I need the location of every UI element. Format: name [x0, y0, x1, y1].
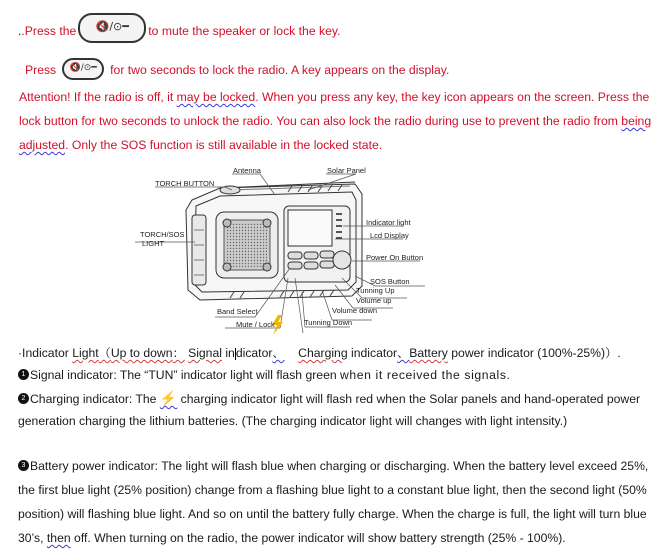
instruction-line-1 [18, 17, 340, 47]
mute-lock-button-icon: 🔇/⊙━ [62, 58, 104, 80]
label-lcd-display: Lcd Display [370, 231, 409, 240]
line2-prefix: Press [25, 63, 57, 78]
heading-text: dicator [235, 346, 273, 360]
battery-text: position) will flashing blue light. And so on until the battery fully charge. When the charge is full, the light will turn blue [18, 507, 647, 521]
line1-dot-prefix: . [18, 24, 22, 39]
number-2-icon: 2 [18, 393, 29, 404]
battery-indicator-line-1 [18, 458, 648, 474]
label-tunning-down: Tunning Down [304, 318, 353, 327]
label-solar-panel: Solar Panel [327, 166, 366, 175]
heading-text: indicator [347, 346, 398, 360]
heading-separator: 、 [397, 346, 410, 360]
number-3-icon: 3 [18, 460, 29, 471]
signal-indicator-line [18, 367, 511, 383]
heading-up-to-down: Up to down [110, 346, 173, 360]
attention-line-3 [19, 137, 382, 153]
battery-indicator-line-2 [18, 482, 647, 498]
line1-prefix: .Press the [21, 24, 77, 39]
heading-text: power indicator (100%-25%)）. [447, 346, 621, 360]
heading-signal: Signal [188, 346, 222, 360]
battery-text: off. When turning on the radio, the power indicator will show battery strength (25% - 100%). [70, 531, 566, 545]
charging-text: Charging indicator: The [30, 392, 160, 406]
label-sos-button: SOS Button [370, 277, 410, 286]
battery-indicator-line-4 [18, 530, 566, 546]
heading-text: ·Indicator [18, 346, 73, 360]
label-torch-sos-light-2: LIGHT [142, 239, 165, 248]
heading-charging: Charging [298, 346, 348, 360]
mute-lock-button-icon: 🔇/⊙━ [78, 13, 146, 43]
heading-text: in [221, 346, 235, 360]
attention-may-be-locked: may be locked [176, 90, 256, 104]
label-tunning-up: Tunning Up [356, 286, 395, 295]
attention-text: . When you press any key, the key icon appears on the screen. Press the [255, 90, 650, 104]
charging-indicator-line-2 [18, 413, 567, 429]
attention-line-1 [19, 89, 649, 105]
charging-indicator-line-1 [18, 390, 640, 407]
heading-colon: ： [172, 346, 185, 360]
battery-text: Battery power indicator: The light will flash blue when charging or discharging. When the battery level exceed 25%, [30, 459, 649, 473]
label-band-select: Band Select [217, 307, 258, 316]
battery-text: the first blue light (25% position) change from a flashing blue light to a constant blue light, then the second light (50% [18, 483, 647, 497]
charging-text: generation charging the lithium batteries. (The charging indicator light will changes with light intensity.) [18, 414, 568, 428]
battery-then: then [46, 531, 71, 545]
heading-paren: （ [98, 346, 111, 360]
label-mute-lock: Mute / Lock [236, 320, 275, 329]
attention-text: Attention! If the radio is off, it [19, 90, 177, 104]
instruction-line-2 [25, 60, 449, 82]
attention-text: lock button for two seconds to unlock the radio. You can also lock the radio during use to prevent the radio from [19, 114, 622, 128]
attention-being: being [621, 114, 652, 128]
heading-battery: Battery [409, 346, 448, 360]
attention-text: . Only the SOS function is still available in the locked state. [65, 138, 383, 152]
radio-diagram [130, 160, 450, 335]
charging-text: charging indicator light will flash red when the Solar panels and hand-operated power [177, 392, 641, 406]
label-torch-sos-light-1: TORCH/SOS [140, 230, 185, 239]
heading-separator: 、 [272, 346, 285, 360]
line2-suffix: for two seconds to lock the radio. A key appears on the display. [110, 63, 450, 78]
line1-suffix: to mute the speaker or lock the key. [148, 24, 341, 39]
label-antenna: Antenna [233, 166, 261, 175]
lightning-bolt-icon: ⚡ [159, 390, 178, 406]
attention-line-2 [19, 113, 651, 129]
number-1-icon: 1 [18, 369, 29, 380]
battery-text: 30’s, [18, 531, 47, 545]
indicator-heading [18, 345, 621, 361]
label-volume-up: Volume up [356, 296, 392, 305]
label-torch-button: TORCH BUTTON [155, 179, 215, 188]
label-indicator-light: Indicator light [366, 218, 411, 227]
label-volume-down: Volume down [332, 306, 378, 315]
heading-light: Light [72, 346, 99, 360]
signal-text: when it received the signals. [340, 368, 511, 382]
attention-adjusted: adjusted [19, 138, 66, 152]
signal-text: Signal indicator: The “TUN” indicator light will flash green [30, 368, 341, 382]
label-power-on-button: Power On Button [366, 253, 424, 262]
battery-indicator-line-3 [18, 506, 647, 522]
